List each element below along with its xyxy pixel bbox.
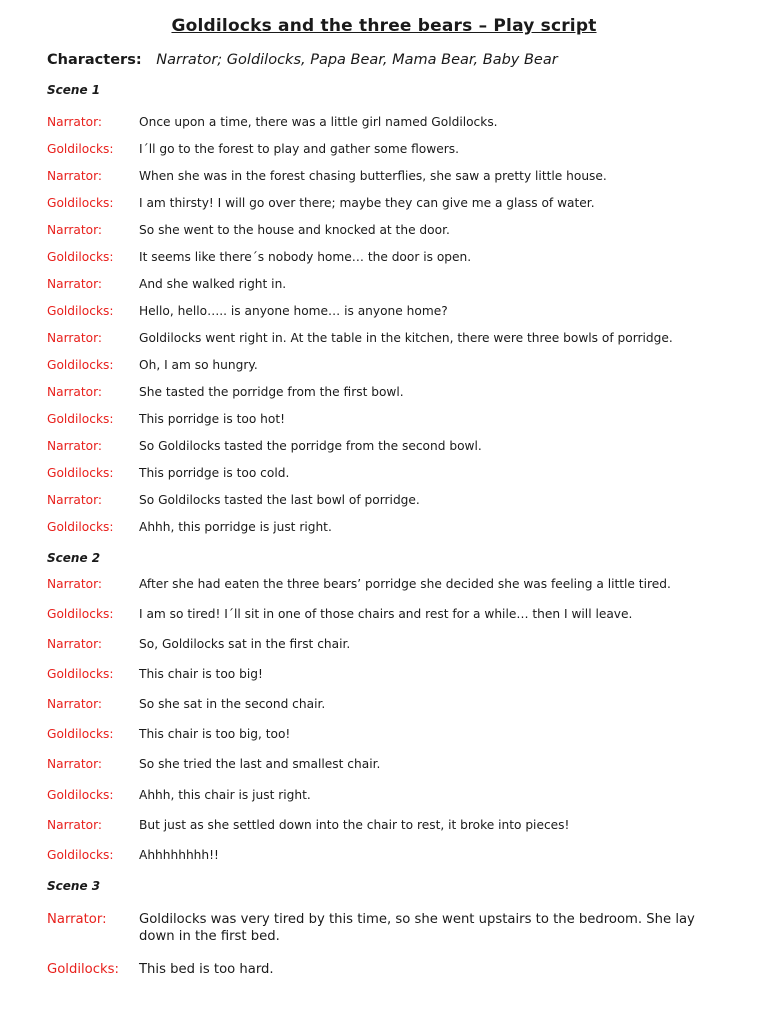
speaker-label: Goldilocks: (47, 142, 114, 156)
scene-3-heading: Scene 3 (47, 879, 101, 893)
dialogue-text: Ahhh, this porridge is just right. (139, 520, 332, 534)
dialogue-text: After she had eaten the three bears’ porridge she decided she was feeling a little tired. (139, 577, 671, 591)
dialogue-text: I am so tired! I´ll sit in one of those chairs and rest for a while… then I will leave. (139, 607, 633, 621)
speaker-label: Narrator: (47, 757, 102, 771)
speaker-label: Goldilocks: (47, 607, 114, 621)
dialogue-text: This chair is too big, too! (139, 727, 291, 741)
dialogue-text: I am thirsty! I will go over there; maybe they can give me a glass of water. (139, 196, 595, 210)
speaker-label: Narrator: (47, 637, 102, 651)
dialogue-text: So she sat in the second chair. (139, 697, 326, 711)
dialogue-text: And she walked right in. (139, 277, 287, 291)
dialogue-text: It seems like there´s nobody home… the door is open. (139, 250, 472, 264)
speaker-label: Goldilocks: (47, 196, 114, 210)
dialogue-text: But just as she settled down into the chair to rest, it broke into pieces! (139, 818, 570, 832)
dialogue-text: So Goldilocks tasted the last bowl of porridge. (139, 493, 420, 507)
speaker-label: Narrator: (47, 169, 102, 183)
dialogue-text: Oh, I am so hungry. (139, 358, 258, 372)
speaker-label: Narrator: (47, 385, 102, 399)
speaker-label: Goldilocks: (47, 667, 114, 681)
speaker-label: Goldilocks: (47, 466, 114, 480)
dialogue-text: So Goldilocks tasted the porridge from the second bowl. (139, 439, 482, 453)
speaker-label: Narrator: (47, 223, 102, 237)
speaker-label: Goldilocks: (47, 848, 114, 862)
speaker-label: Goldilocks: (47, 520, 114, 534)
dialogue-text: So, Goldilocks sat in the first chair. (139, 637, 351, 651)
speaker-label: Narrator: (47, 493, 102, 507)
dialogue-text: Ahhhhhhhh!! (139, 848, 219, 862)
page-title: Goldilocks and the three bears – Play script (171, 16, 597, 36)
speaker-label: Narrator: (47, 115, 102, 129)
speaker-label: Narrator: (47, 577, 102, 591)
speaker-label: Goldilocks: (47, 250, 114, 264)
dialogue-text: This porridge is too hot! (139, 412, 286, 426)
speaker-label: Narrator: (47, 697, 102, 711)
dialogue-text: Ahhh, this chair is just right. (139, 788, 311, 802)
characters-label: Characters: (47, 52, 142, 68)
dialogue-text: Hello, hello….. is anyone home… is anyone home? (139, 304, 448, 318)
dialogue-text: When she was in the forest chasing butterflies, she saw a pretty little house. (139, 169, 607, 183)
dialogue-text: This chair is too big! (139, 667, 263, 681)
speaker-label: Goldilocks: (47, 727, 114, 741)
dialogue-text: So she tried the last and smallest chair. (139, 757, 381, 771)
speaker-label: Narrator: (47, 331, 102, 345)
speaker-label: Goldilocks: (47, 788, 114, 802)
speaker-label: Goldilocks: (47, 412, 114, 426)
speaker-label: Narrator: (47, 818, 102, 832)
speaker-label: Goldilocks: (47, 304, 114, 318)
scene-2-heading: Scene 2 (47, 551, 101, 565)
speaker-label: Narrator: (47, 277, 102, 291)
speaker-label: Narrator: (47, 439, 102, 453)
scene-1-heading: Scene 1 (47, 83, 101, 97)
dialogue-text: Goldilocks was very tired by this time, so she went upstairs to the bedroom. She lay down in the first bed. (139, 912, 695, 944)
characters-list: Narrator; Goldilocks, Papa Bear, Mama Bear, Baby Bear (156, 52, 558, 68)
speaker-label: Narrator: (47, 912, 107, 927)
dialogue-text: So she went to the house and knocked at the door. (139, 223, 450, 237)
speaker-label: Goldilocks: (47, 962, 119, 977)
characters-line (47, 52, 558, 68)
dialogue-text: This porridge is too cold. (139, 466, 290, 480)
speaker-label: Goldilocks: (47, 358, 114, 372)
dialogue-text: Once upon a time, there was a little girl named Goldilocks. (139, 115, 498, 129)
dialogue-text: She tasted the porridge from the first bowl. (139, 385, 404, 399)
dialogue-text: This bed is too hard. (139, 962, 274, 977)
dialogue-text: I´ll go to the forest to play and gather some flowers. (139, 142, 459, 156)
dialogue-text: Goldilocks went right in. At the table in the kitchen, there were three bowls of porridge. (139, 331, 673, 345)
